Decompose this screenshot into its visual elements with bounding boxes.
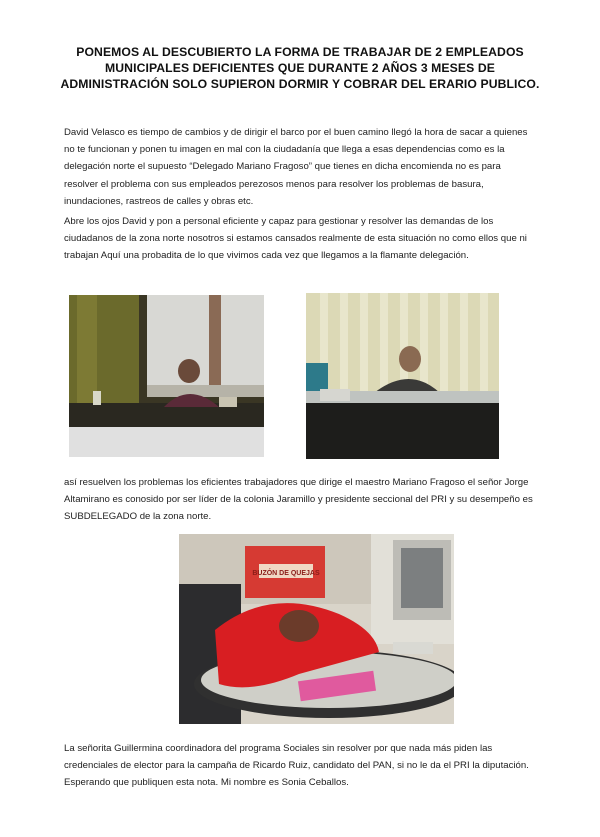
complaint-box-label: BUZÓN DE QUEJAS: [252, 570, 320, 577]
photo-woman-sleeping-table: [179, 534, 454, 724]
document-title: PONEMOS AL DESCUBIERTO LA FORMA DE TRABAJAR DE 2 EMPLEADOS MUNICIPALES DEFICIENTES QUE DURANTE 2 AÑOS 3 MESES DE ADMINISTRACIÓN SOLO SUPIERON DORMIR Y COBRAR DEL ERARIO PUBLICO.: [60, 45, 540, 91]
paragraph-4: La señorita Guillermina coordinadora del programa Sociales sin resolver por que nada más piden las credenciales de elector para la campaña de Ricardo Ruiz, candidato del PAN, si no le da el PRI la diputación. Esperando que publiquen esta nota. Mi nombre es Sonia Ceballos.: [64, 743, 529, 789]
photo-man-at-desk: [306, 293, 499, 459]
paragraph-2: Abre los ojos David y pon a personal eficiente y capaz para gestionar y resolver las demandas de los ciudadanos de la zona norte nosotros si estamos cansados realmente de esta situación no como ellos que ni trabajan Aquí una probadita de lo que vivimos cada vez que llegamos a la flamante delegación.: [64, 216, 527, 262]
paragraph-3: así resuelven los problemas los eficientes trabajadores que dirige el maestro Mariano Fragoso el señor Jorge Altamirano es conosido por ser líder de la colonia Jaramillo y presidente seccional del PRI y su desempeño es SUBDELEGADO de la zona norte.: [64, 477, 533, 523]
paragraph-1: David Velasco es tiempo de cambios y de dirigir el barco por el buen camino llegó la hora de sacar a quienes no te funcionan y ponen tu imagen en mal con la ciudadanía que llega a esas dependencias como es la delegación norte el supuesto “Delegado Mariano Fragoso” que tienes en dicha encomienda no es para resolver el problema con sus empleados perezosos menos para resolver los problemas de basura, inundaciones, rastreos de calles y obras etc.: [64, 127, 528, 207]
photo-sleeping-man-office: [69, 295, 264, 457]
